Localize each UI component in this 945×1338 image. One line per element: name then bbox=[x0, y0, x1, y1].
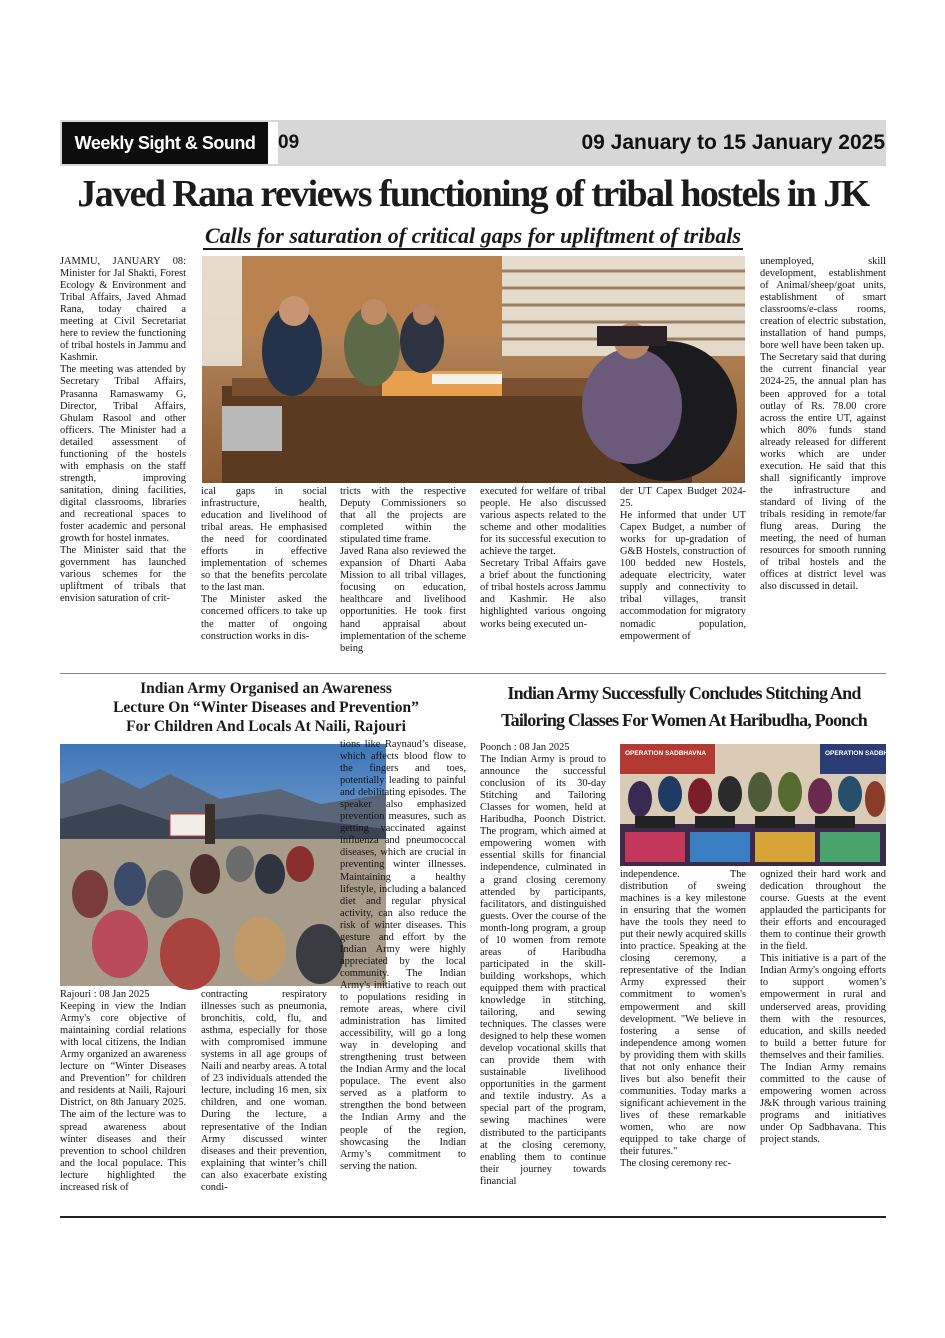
lead-column-5 bbox=[620, 486, 746, 643]
stitching-column-2 bbox=[620, 869, 746, 1170]
meeting-photo bbox=[202, 256, 745, 483]
lead-column-3-text: tricts with the respective Deputy Commissioners so that all the projects are completed within the stipulated time frame. Javed Rana also reviewed the expansion of Dharti Aaba Mission to all tribal villages, focusing on education, healthcare and livelihood opportunities. He took first hand appraisal about implementation of the scheme being bbox=[340, 486, 466, 654]
lead-headline: Javed Rana reviews functioning of tribal hostels in JK bbox=[77, 173, 869, 215]
lead-column-1-text: JAMMU, JANUARY 08: Minister for Jal Shakti, Forest Ecology & Environment and Tribal Affairs, Javed Ahmad Rana, today chaired a meeting at Civil Secretariat here to review the functioning of tribal hostels in Jammu and Kashmir. The meeting was attended by Secretary Tribal Affairs, Prasanna Ramaswamy G, Director, Tribal Affairs, Ghulam Rasool and other officers. The Minister had a detailed assessment of functioning of the hostels with emphasis on the staff strength, improving sanitation, dining facilities, digital classrooms, libraries and recreational spaces to foster academic and personal growth for hostel inmates. The Minister said that the government has launched various schemes for the upliftment of tribals that envision saturation of crit- bbox=[60, 256, 186, 605]
lead-column-6-text: unemployed, skill development, establishment of Animal/sheep/goat units, establishment of smart classrooms/e-class rooms, creation of electric substation, installation of hand pumps, bore well have been taken up. The Secretary said that during the current financial year 2024-25, the annual plan has been approved for a total outlay of Rs. 78.00 crore across the entire UT, against which 80% funds stand already released for different works which are under execution. He said that this shall significantly improve the infrastructure and standard of living of the tribals residing in remote/far flung areas. During the meeting, the need of human resources for smooth running of tribal hostels and the offices at district level was also discussed in detail. bbox=[760, 256, 886, 593]
stitching-column-1-text: Poonch : 08 Jan 2025 The Indian Army is proud to announce the successful conclusion of its 30-day Stitching and Tailoring Classes for women, held at Haribudha, Poonch District. The program, which aimed at empowering women with essential skills for financial independence, culminated in a grand closing ceremony attended by participants, facilitators, and distinguished guests. Over the course of the month-long program, a group of 10 women from remote areas of Haribudha participated in the skill-building workshops, which equipped them with practical knowledge in stitching, tailoring, and sewing techniques. The classes were designed to help these women develop vocational skills that can provide them with sustainable livelihood opportunities in the garment and textile industry. As a special part of the program, sewing machines were distributed to the participants at the closing ceremony, enabling them to continue their journey towards financial bbox=[480, 742, 606, 1187]
bottom-rule bbox=[60, 1216, 886, 1218]
banner-text-right: OPERATION SADBHAVNA bbox=[825, 750, 907, 757]
awareness-headline-line-2: Lecture On “Winter Diseases and Prevention” bbox=[113, 698, 419, 716]
section-divider bbox=[60, 673, 886, 674]
page-number: 09 bbox=[278, 132, 300, 153]
lead-subheadline bbox=[60, 222, 886, 250]
lead-subheadline-text: Calls for saturation of critical gaps for upliftment of tribals bbox=[204, 223, 741, 248]
awareness-column-2 bbox=[201, 989, 327, 1194]
publication-name: Weekly Sight & Sound bbox=[62, 122, 268, 164]
stitching-headline-line-1: Indian Army Successfully Concludes Stitching And bbox=[507, 683, 861, 703]
stitching-column-1 bbox=[480, 742, 606, 1188]
awareness-headline-line-3: For Children And Locals At Naili, Rajouri bbox=[126, 717, 406, 735]
awareness-column-3 bbox=[340, 739, 466, 1173]
awareness-column-1 bbox=[60, 989, 186, 1194]
lead-column-4 bbox=[480, 486, 606, 631]
stitching-headline-line-2: Tailoring Classes For Women At Haribudha, Poonch bbox=[501, 710, 867, 730]
awareness-column-3-text: tions like Raynaud’s disease, which affects blood flow to the fingers and toes, potentially leading to painful and debilitating episodes. The speaker also emphasized prevention measures, such as getting vaccinated against influenza and pneumococcal diseases, which are crucial in preventing winter illnesses. Maintaining a healthy lifestyle, including a balanced diet and regular physical activity, can also reduce the risk of winter diseases. This gesture and effort by the Indian Army were highly appreciated by the local community. The Indian Army's initiative to reach out to populations residing in remote areas, where civil administration has limited accessibility, will go a long way in developing and strengthening trust between the Indian Army and the local populace. The event also served as a platform to strengthen the bond between the Indian Army and the people of the region, showcasing the Indian Army’s commitment to serving the nation. bbox=[340, 739, 466, 1172]
stitching-column-2-text: independence. The distribution of sweing machines is a key milestone in ensuring that the women have the tools they need to put their newly acquired skills into practice. Speaking at the closing ceremony, a representative of the Indian Army expressed their commitment to women's empowerment and skill development. "We believe in fostering a sense of independence among women by providing them with skills that not only enhance their lives but also benefit their communities. Today marks a significant achievement in the lives of these remarkable women, who are now equipped to take charge of their futures." The closing ceremony rec- bbox=[620, 869, 746, 1170]
lead-column-3 bbox=[340, 486, 466, 655]
stitching-column-3 bbox=[760, 869, 886, 1146]
masthead-separator bbox=[268, 122, 278, 164]
awareness-column-2-text: contracting respiratory illnesses such as pneumonia, bronchitis, cold, flu, and asthma, especially for those with compromised immune systems in all age groups of Naili and nearby areas. A total of 23 individuals attended the lecture, including 16 men, six children, and one woman. During the lecture, a representative of the Indian Army discussed winter diseases and their prevention, explaining that winter’s chill can also exacerbate existing condi- bbox=[201, 989, 327, 1193]
lead-column-6 bbox=[760, 256, 886, 593]
stitching-column-3-text: ognized their hard work and dedication throughout the course. Guests at the event applauded the participants for their efforts and encouraged them to continue their growth in the field. This initiative is a part of the Indian Army's ongoing efforts to support women’s empowerment in rural and underserved areas, providing them with the resources, education, and skills needed to build a better future for themselves and their families. The Indian Army remains committed to the cause of empowering women across J&K through various training programs and initiatives under Op Sadbhavana. This project stands. bbox=[760, 869, 886, 1146]
lead-column-4-text: executed for welfare of tribal people. He also discussed various aspects related to the scheme and other modalities for its successful execution to achieve the target. Secretary Tribal Affairs gave a brief about the functioning of tribal hostels across Jammu and Kashmir. He also highlighted various ongoing works being executed un- bbox=[480, 486, 606, 630]
banner-text-left: OPERATION SADBHAVNA bbox=[625, 750, 707, 757]
lead-column-2-text: ical gaps in social infrastructure, health, education and livelihood of tribal areas. He emphasised the need for coordinated efforts in effective implementation of schemes so that the benefits percolate to the last man. The Minister asked the concerned officers to take up the matter of ongoing construction works in dis- bbox=[201, 486, 327, 642]
meeting-photo-image bbox=[202, 256, 745, 483]
stitching-class-photo bbox=[620, 744, 907, 866]
awareness-headline-line-1: Indian Army Organised an Awareness bbox=[140, 680, 392, 697]
lead-column-2 bbox=[201, 486, 327, 643]
issue-date-range: 09 January to 15 January 2025 bbox=[581, 131, 885, 154]
awareness-column-1-text: Rajouri : 08 Jan 2025 Keeping in view the Indian Army's core objective of maintaining cordial relations with local citizens, the Indian Army organized an awareness lecture on “Winter Diseases and Prevention” for children and residents at Naili, Rajouri District, on 8th January 2025. The aim of the lecture was to spread awareness about winter diseases and their prevention to school children and the local populace. This lecture highlighted the increased risk of bbox=[60, 989, 186, 1193]
stitching-story-headline bbox=[482, 680, 886, 734]
awareness-story-headline bbox=[60, 680, 472, 736]
lead-column-1 bbox=[60, 256, 186, 605]
lead-column-5-text: der UT Capex Budget 2024-25. He informed that under UT Capex Budget, a number of works for up-gradation of G&B Hostels, construction of 100 bedded new Hostels, adequate electricity, water supply and connectivity to tribal villages, transit accommodation for migratory nomadic population, empowerment of bbox=[620, 486, 746, 642]
awareness-lecture-photo bbox=[60, 744, 386, 986]
awareness-lecture-image bbox=[60, 744, 386, 986]
stitching-class-image bbox=[620, 744, 907, 866]
